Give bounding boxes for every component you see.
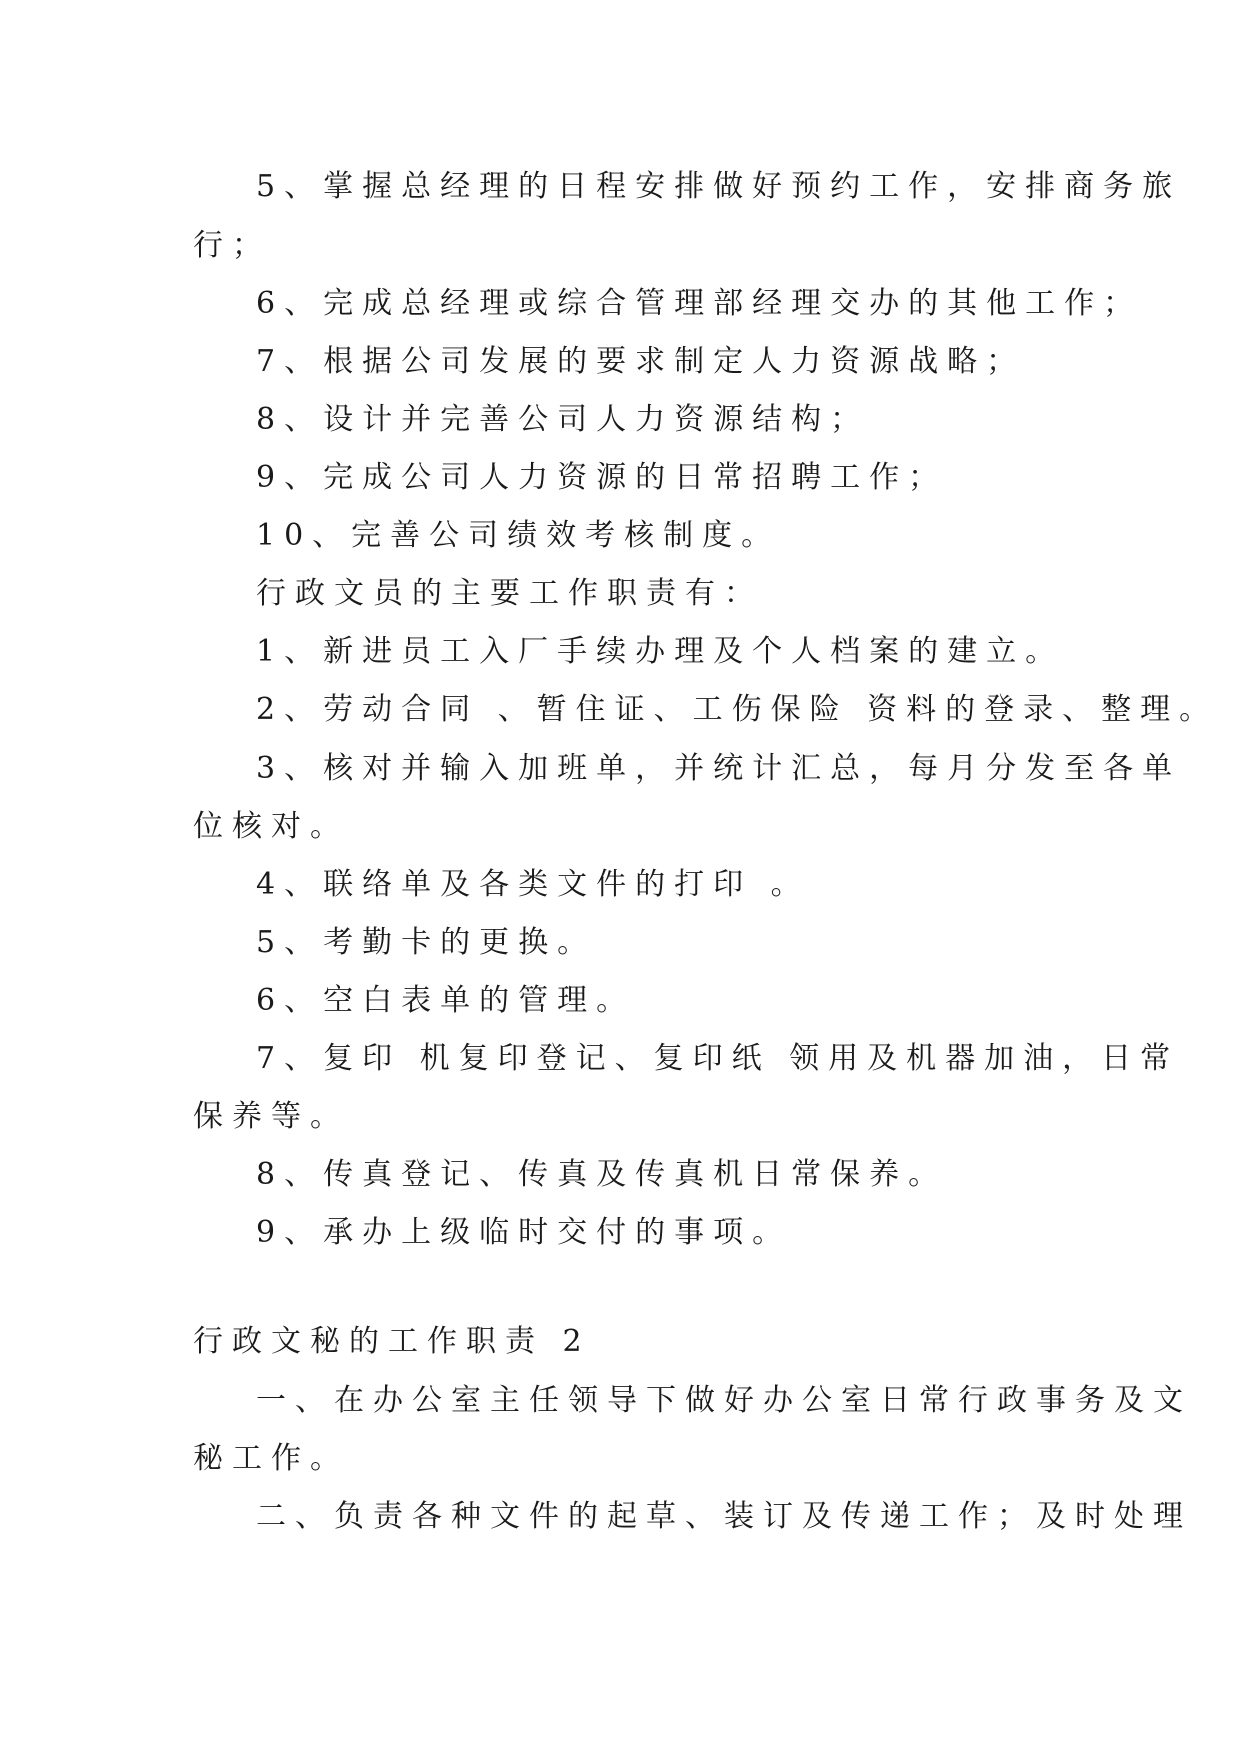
- paragraph-line: 9、承办上级临时交付的事项。: [256, 1215, 792, 1250]
- paragraph-line: 行；: [193, 228, 271, 263]
- paragraph-line: 5、掌握总经理的日程安排做好预约工作，安排商务旅: [256, 169, 1182, 204]
- section-heading: 行政文秘的工作职责 2: [193, 1324, 591, 1359]
- paragraph-line: 6、完成总经理或综合管理部经理交办的其他工作；: [256, 286, 1143, 321]
- paragraph-line: 二、负责各种文件的起草、装订及传递工作；及时处理: [256, 1499, 1192, 1534]
- paragraph-line: 3、核对并输入加班单，并统计汇总，每月分发至各单: [256, 751, 1182, 786]
- paragraph-line: 秘工作。: [193, 1441, 349, 1476]
- paragraph-line: 位核对。: [193, 809, 349, 844]
- paragraph-line: 2、劳动合同 、暂住证、工伤保险 资料的登录、整理。: [256, 692, 1219, 727]
- section-intro: 行政文员的主要工作职责有：: [256, 576, 763, 611]
- paragraph-line: 8、传真登记、传真及传真机日常保养。: [256, 1157, 948, 1192]
- paragraph-line: 9、完成公司人力资源的日常招聘工作；: [256, 460, 948, 495]
- paragraph-line: 保养等。: [193, 1099, 349, 1134]
- paragraph-line: 10、完善公司绩效考核制度。: [256, 518, 781, 553]
- paragraph-line: 8、设计并完善公司人力资源结构；: [256, 402, 870, 437]
- paragraph-line: 4、联络单及各类文件的打印 。: [256, 867, 810, 902]
- paragraph-line: 一、在办公室主任领导下做好办公室日常行政事务及文: [256, 1383, 1192, 1418]
- paragraph-line: 5、考勤卡的更换。: [256, 925, 597, 960]
- paragraph-line: 7、根据公司发展的要求制定人力资源战略；: [256, 344, 1026, 379]
- paragraph-line: 1、新进员工入厂手续办理及个人档案的建立。: [256, 634, 1065, 669]
- paragraph-line: 7、复印 机复印登记、复印纸 领用及机器加油，日常: [256, 1041, 1180, 1076]
- paragraph-line: 6、空白表单的管理。: [256, 983, 636, 1018]
